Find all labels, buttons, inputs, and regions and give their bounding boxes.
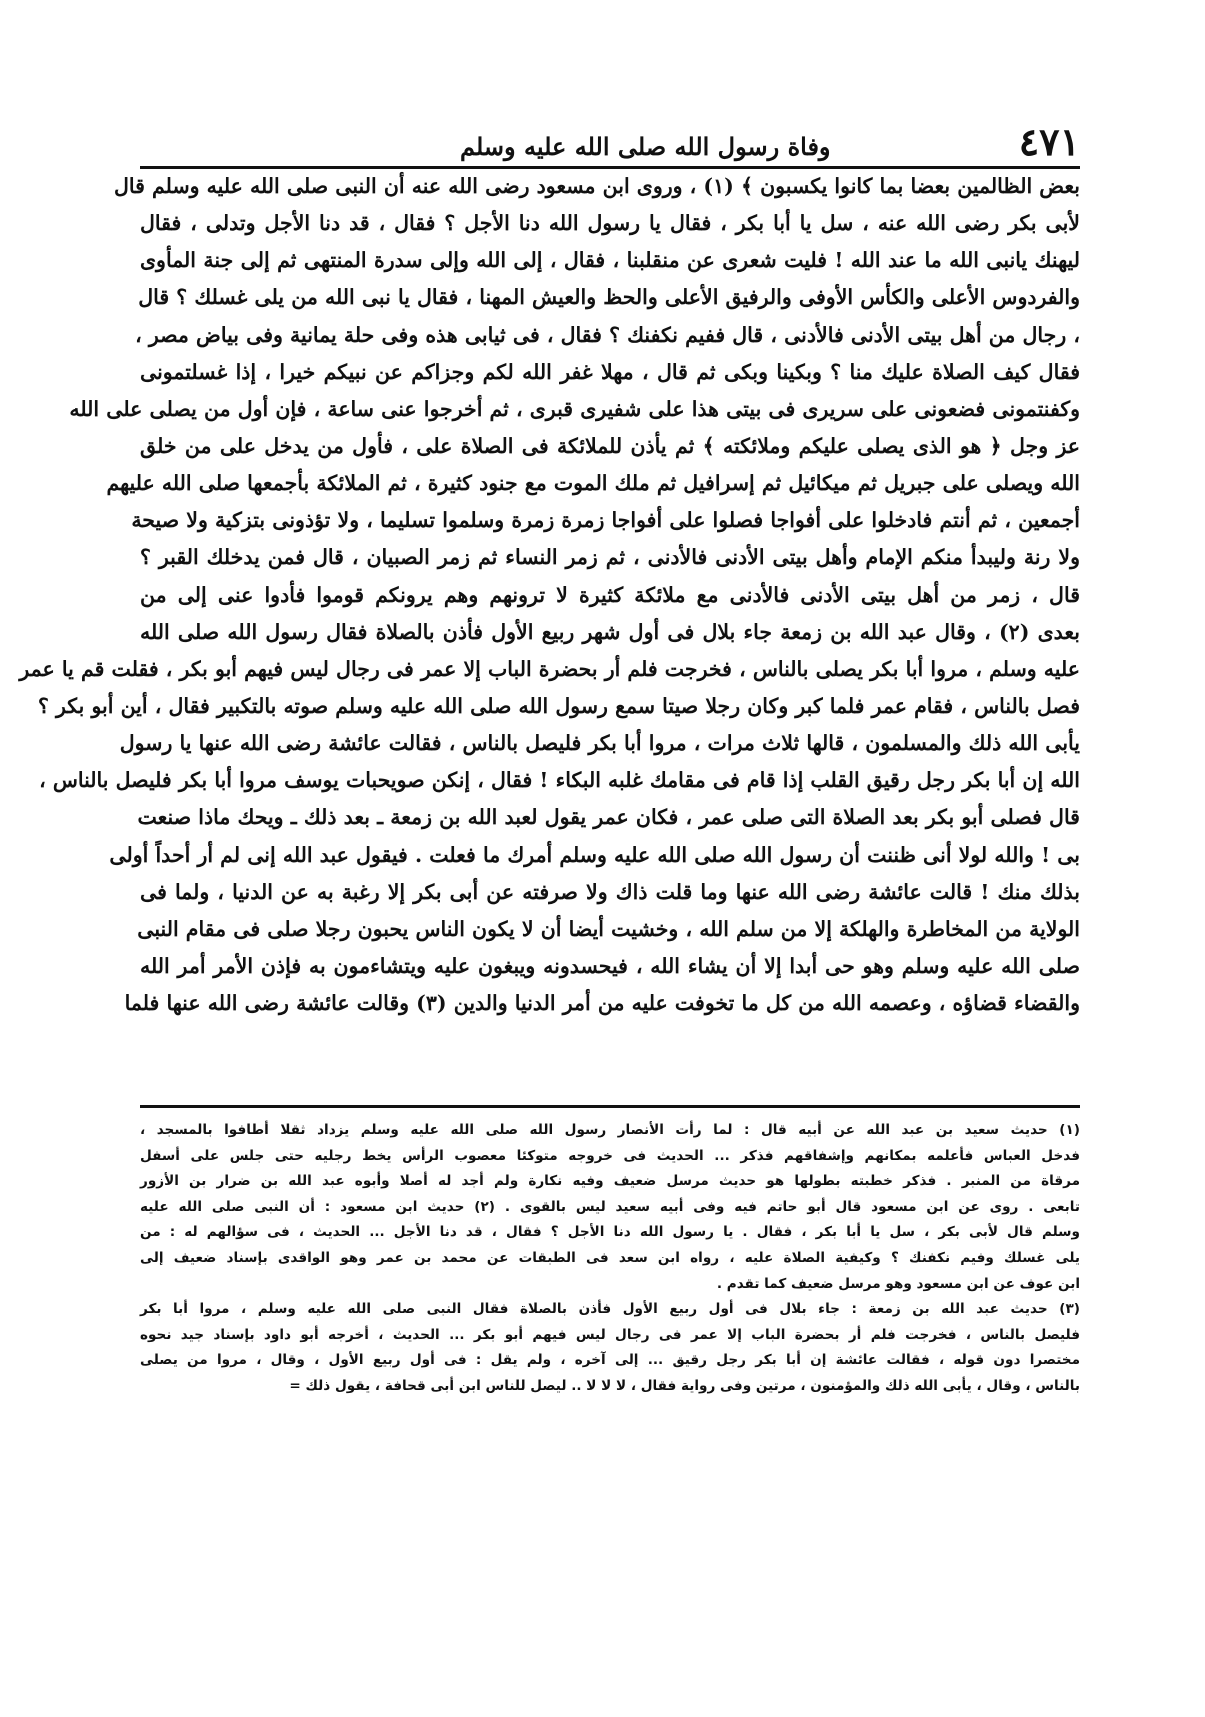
running-title: وفاة رسول الله صلى الله عليه وسلم [460,132,831,161]
footnote-line: مختصرا دون قوله ، فقالت عائشة إن أبا بكر رجل رقيق ... إلى آخره ، ولم يقل : فى أول ربيع الأول ، وقال ، مروا من يصلى [140,1352,1080,1369]
body-line: صلى الله عليه وسلم وهو حى أبدا إلا أن يشاء الله ، فيحسدونه ويبغون عليه ويتشاءمون به فإذن الأمر أمر الله [140,953,1080,978]
body-line: والقضاء قضاؤه ، وعصمه الله من كل ما تخوفت عليه من أمر الدنيا والدين (٣) وقالت عائشة رضى الله عنها فلما [124,991,1080,1016]
body-line: بى ! والله لولا أنى ظننت أن رسول الله صلى الله عليه وسلم أمرك ما فعلت . فيقول عبد الله إنى لم أر أحداً أولى [109,842,1080,867]
body-line: بعدى (٢) ، وقال عبد الله بن زمعة جاء بلال فى أول شهر ربيع الأول فأذن بالصلاة فقال رسول الله صلى الله [140,619,1080,644]
footnote-line: يلى غسلك وفيم نكفنك ؟ وكيفية الصلاة عليه ، رواه ابن سعد فى الطبقات عن محمد بن عمر وهو الواقدى بإسناد ضعيف إلى [140,1249,1080,1266]
footnote-line: فليصل بالناس ، فخرجت فلم أر بحضرة الباب إلا عمر فى رجال ليس فيهم أبو بكر ... الحديث ، أخرجه أبو داود بإسناد جيد نحوه [140,1326,1080,1343]
footnote-line: ابن عوف عن ابن مسعود وهو مرسل ضعيف كما تقدم . [716,1275,1080,1292]
body-line: عليه وسلم ، مروا أبا بكر يصلى بالناس ، فخرجت فلم أر بحضرة الباب إلا عمر فى رجال ليس فيهم أبو بكر ، فقلت قم يا عمر [19,656,1080,681]
body-line: أجمعين ، ثم أنتم فادخلوا على أفواجا فصلوا على أفواجا زمرة زمرة وسلموا تسليما ، ولا تؤذونى بتزكية ولا صيحة [131,508,1080,533]
body-line: قال فصلى أبو بكر بعد الصلاة التى صلى عمر ، فكان عمر يقول لعبد الله بن زمعة ـ بعد ذلك ـ ويحك ماذا صنعت [137,805,1080,830]
footnotes [140,1118,1080,1400]
footnote-line: فدخل العباس فأعلمه بمكانهم وإشفاقهم فذكر ... الحديث فى خروجه متوكئا معصوب الرأس يخط رجليه حتى جلس على أسفل [140,1147,1080,1164]
body-line: ليهنك يانبى الله ما عند الله ! فليت شعرى عن منقلبنا ، فقال ، إلى الله وإلى سدرة المنتهى ثم إلى جنة المأوى [140,248,1080,273]
footnote-divider [140,1105,1080,1108]
main-text [19,168,1080,1022]
body-line: ، رجال من أهل بيتى الأدنى فالأدنى ، قال ففيم نكفنك ؟ فقال ، فى ثيابى هذه وفى حلة يمانية وفى بياض مصر ، [135,322,1080,347]
body-line: الولاية من المخاطرة والهلكة إلا من سلم الله ، وخشيت أيضا أن لا يكون الناس يحبون رجلا صلى فى مقام النبى [137,916,1080,941]
body-line: قال ، زمر من أهل بيتى الأدنى فالأدنى مع ملائكة كثيرة لا ترونهم وهم يرونكم قوموا فأدوا عنى إلى من [140,582,1080,607]
body-line: وكفنتمونى فضعونى على سريرى فى بيتى هذا على شفيرى قبرى ، ثم أخرجوا عنى ساعة ، فإن أول من يصلى على الله [69,396,1080,421]
footnote-line: تابعى . روى عن ابن مسعود قال أبو حاتم فيه وفى أبيه سعيد ليس بالقوى . (٢) حديث ابن مسعود : أن النبى صلى الله عليه [140,1198,1080,1215]
body-line: والفردوس الأعلى والكأس الأوفى والرفيق الأعلى والحظ والعيش المهنا ، فقال يا نبى الله من يلى غسلك ؟ قال [138,285,1080,310]
body-line: ولا رنة وليبدأ منكم الإمام وأهل بيتى الأدنى فالأدنى ، ثم زمر النساء ثم زمر الصبيان ، قال فمن يدخلك القبر ؟ [140,545,1080,570]
body-line: يأبى الله ذلك والمسلمون ، قالها ثلاث مرات ، مروا أبا بكر فليصل بالناس ، فقالت عائشة رضى الله عنها يا رسول [119,731,1080,756]
body-line: الله ويصلى على جبريل ثم ميكائيل ثم إسرافيل ثم ملك الموت مع جنود كثيرة ، ثم الملائكة بأجمعها صلى الله عليهم [106,471,1080,496]
body-line: عز وجل ﴿ هو الذى يصلى عليكم وملائكته ﴾ ثم يأذن للملائكة فى الصلاة على ، فأول من يدخل على من خلق [140,433,1080,458]
body-line: فقال كيف الصلاة عليك منا ؟ وبكينا وبكى ثم قال ، مهلا غفر الله لكم وجزاكم عن نبيكم خيرا ، إذا غسلتمونى [140,359,1080,384]
page-number: ٤٧١ [1018,119,1080,164]
body-line: لأبى بكر رضى الله عنه ، سل يا أبا بكر ، فقال يا رسول الله دنا الأجل ؟ فقال ، قد دنا الأجل وتدلى ، فقال [140,211,1080,236]
footnote-line: (٣) حديث عبد الله بن زمعة : جاء بلال فى أول ربيع الأول فأذن بالصلاة فقال النبى صلى الله عليه وسلم ، مروا أبا بكر [140,1301,1080,1318]
footnote-line: مرقاة من المنبر . فذكر خطبته بطولها هو حديث مرسل ضعيف وفيه نكارة ولم أجد له أصلا وأبوه عبد الله بن ضرار بن الأزور [140,1173,1080,1190]
body-line: بذلك منك ! قالت عائشة رضى الله عنها وما قلت ذاك ولا صرفته عن أبى بكر إلا رغبة به عن الدنيا ، ولما فى [140,879,1080,904]
page-header [140,112,1080,162]
body-line: الله إن أبا بكر رجل رقيق القلب إذا قام فى مقامك غلبه البكاء ! فقال ، إنكن صويحبات يوسف مروا أبا بكر فليصل بالناس ، [39,768,1080,793]
body-line: بعض الظالمين بعضا بما كانوا يكسبون ﴾ (١) ، وروى ابن مسعود رضى الله عنه أن النبى صلى الله عليه وسلم قال [113,174,1080,198]
footnote-line: بالناس ، وقال ، يأبى الله ذلك والمؤمنون ، مرتين وفى رواية فقال ، لا لا لا .. ليصل للناس ابن أبى قحافة ، يقول ذلك = [289,1377,1080,1394]
footnote-line: وسلم قال لأبى بكر ، سل يا أبا بكر ، فقال . يا رسول الله دنا الأجل ؟ فقال ، قد دنا الأجل ... الحديث ، فى سؤالهم له : من [140,1224,1080,1241]
body-line: فصل بالناس ، فقام عمر فلما كبر وكان رجلا صيتا سمع رسول الله صلى الله عليه وسلم صوته بالتكبير فقال ، أين أبو بكر ؟ [37,693,1080,718]
footnote-line: (١) حديث سعيد بن عبد الله عن أبيه قال : لما رأت الأنصار رسول الله صلى الله عليه وسلم يزداد ثقلا أطافوا بالمسجد ، [140,1122,1080,1138]
